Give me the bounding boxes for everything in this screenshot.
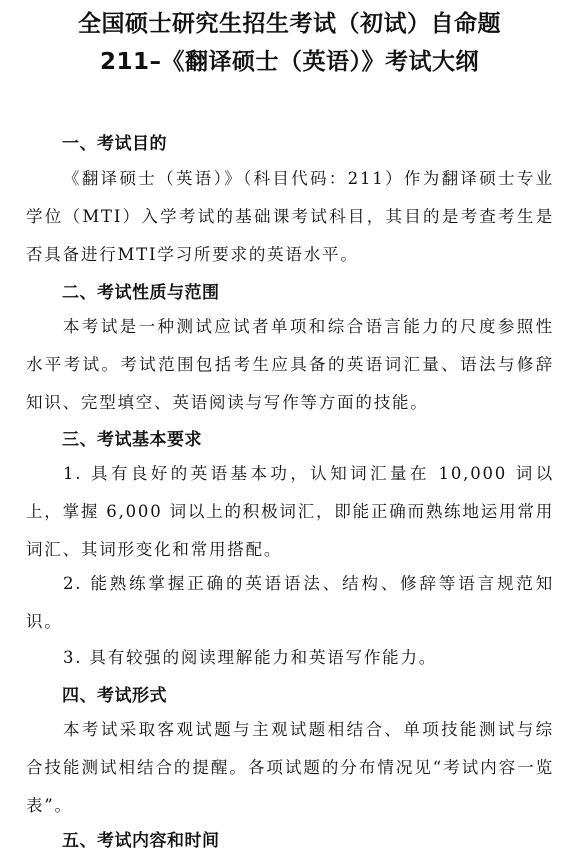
- document-title-line-2: 211–《翻译硕士（英语）》考试大纲: [99, 49, 479, 75]
- section-heading-basic-requirements: 三、考试基本要求: [62, 430, 202, 450]
- section-heading-purpose: 一、考试目的: [62, 134, 167, 154]
- requirement-item-3: 3. 具有较强的阅读理解能力和英语写作能力。: [63, 648, 438, 667]
- section-heading-exam-format: 四、考试形式: [62, 686, 167, 706]
- requirement-item-2: 2. 能熟练掌握正确的英语语法、结构、修辞等语言规范知识。: [26, 574, 554, 631]
- section-heading-content-time: 五、考试内容和时间: [62, 831, 220, 851]
- requirement-item-1: 1. 具有良好的英语基本功，认知词汇量在 10,000 词以上，掌握 6,000 词以上的积极词汇，即能正确而熟练地运用常用词汇、其词形变化和常用搭配。: [26, 464, 554, 559]
- section-paragraph-exam-format: 本考试采取客观试题与主观试题相结合、单项技能测试与综合技能测试相结合的提醒。各项试题的分布情况见“考试内容一览表”。: [26, 720, 554, 815]
- document-title-line-1: 全国硕士研究生招生考试（初试）自命题: [78, 11, 501, 37]
- section-heading-nature-scope: 二、考试性质与范围: [62, 283, 220, 303]
- section-paragraph-purpose: 《翻译硕士（英语）》（科目代码：211）作为翻译硕士专业学位（MTI）入学考试的基础课考试科目，其目的是考查考生是否具备进行MTI学习所要求的英语水平。: [26, 169, 554, 264]
- section-paragraph-nature-scope: 本考试是一种测试应试者单项和综合语言能力的尺度参照性水平考试。考试范围包括考生应具备的英语词汇量、语法与修辞知识、完型填空、英语阅读与写作等方面的技能。: [26, 317, 554, 412]
